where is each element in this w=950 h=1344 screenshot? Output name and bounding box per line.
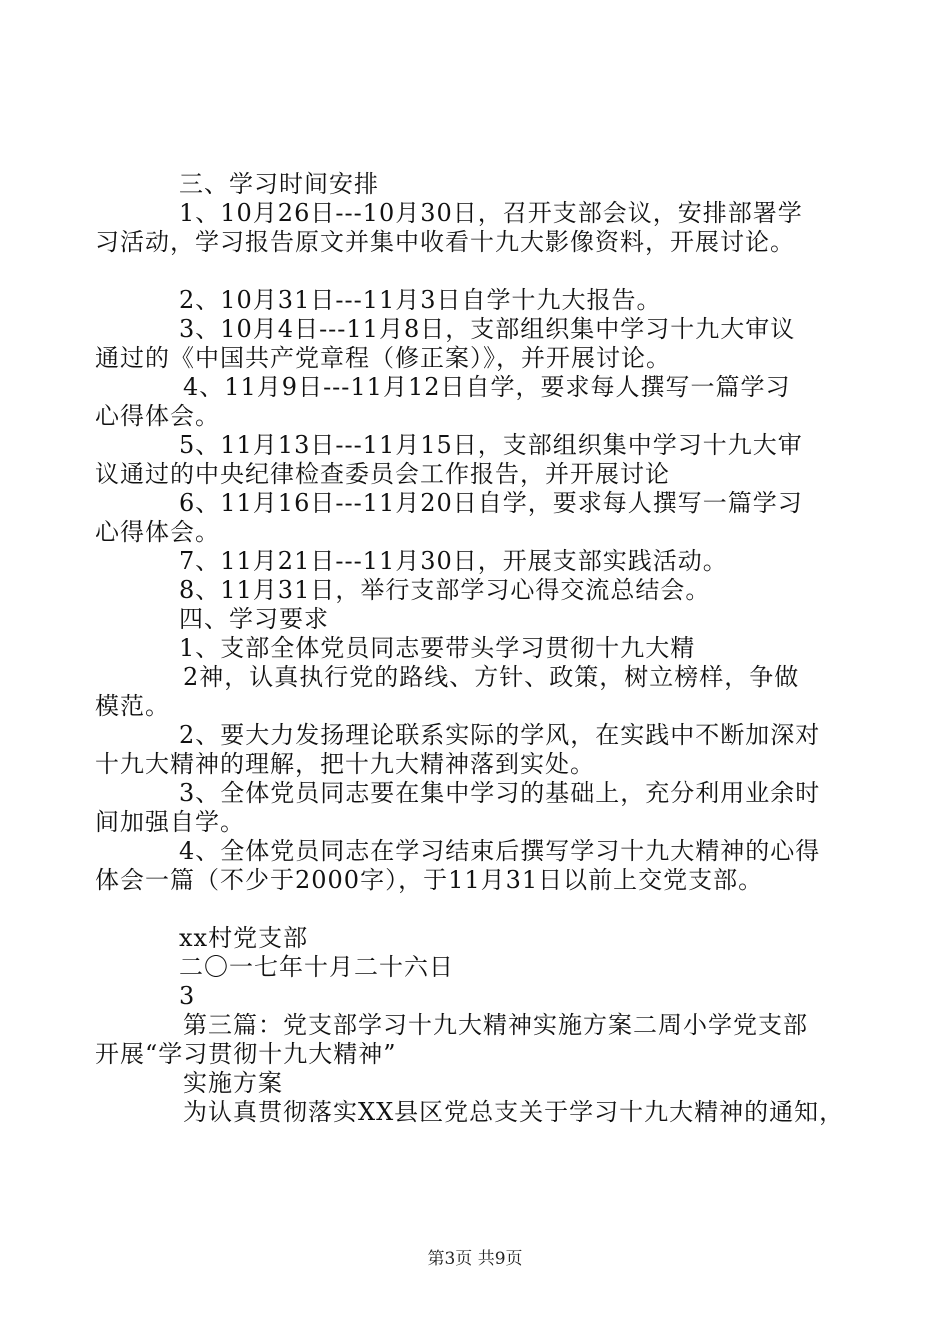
paragraph-line: 3、全体党员同志要在集中学习的基础上，充分利用业余时 <box>179 779 821 807</box>
page-footer: 第3页 共9页 <box>427 1249 523 1269</box>
paragraph-line: 间加强自学。 <box>95 808 245 836</box>
signature-organization: xx村党支部 <box>179 924 309 952</box>
paragraph-line: 模范。 <box>95 692 170 720</box>
paragraph-line: 通过的《中国共产党章程（修正案）》，并开展讨论。 <box>95 344 671 372</box>
paragraph-line: 议通过的中央纪律检查委员会工作报告，并开展讨论 <box>95 460 670 488</box>
blank-line <box>95 895 855 924</box>
paragraph-line: 体会一篇（不少于2000字），于11月31日以前上交党支部。 <box>95 866 764 894</box>
chapter-heading-line: 第三篇：党支部学习十九大精神实施方案二周小学党支部 <box>183 1011 808 1039</box>
paragraph-line: 2神，认真执行党的路线、方针、政策，树立榜样，争做 <box>183 663 800 691</box>
paragraph-line: 心得体会。 <box>95 518 220 546</box>
paragraph-line: 5、11月13日---11月15日，支部组织集中学习十九大审 <box>179 431 803 459</box>
paragraph-line: 十九大精神的理解，把十九大精神落到实处。 <box>95 750 595 778</box>
paragraph-line: 为认真贯彻落实XX县区党总支关于学习十九大精神的通知， <box>183 1098 845 1126</box>
page-marker: 3 <box>179 982 196 1010</box>
signature-date: 二〇一七年十月二十六日 <box>179 953 454 981</box>
paragraph-line: 4、全体党员同志在学习结束后撰写学习十九大精神的心得 <box>179 837 821 865</box>
paragraph-line: 3、10月4日---11月8日，支部组织集中学习十九大审议 <box>179 315 796 343</box>
paragraph-line: 8、11月31日，举行支部学习心得交流总结会。 <box>179 576 711 604</box>
section-heading-schedule: 三、学习时间安排 <box>179 170 379 198</box>
document-body <box>95 170 855 1127</box>
paragraph-line: 1、10月26日---10月30日，召开支部会议，安排部署学 <box>179 199 803 227</box>
chapter-subtitle: 实施方案 <box>183 1069 283 1097</box>
blank-line <box>95 257 855 286</box>
paragraph-line: 心得体会。 <box>95 402 220 430</box>
paragraph-line: 习活动，学习报告原文并集中收看十九大影像资料，开展讨论。 <box>95 228 795 256</box>
section-heading-requirements: 四、学习要求 <box>179 605 329 633</box>
paragraph-line: 1、支部全体党员同志要带头学习贯彻十九大精 <box>179 634 696 662</box>
paragraph-line: 4、11月9日---11月12日自学，要求每人撰写一篇学习 <box>183 373 791 401</box>
paragraph-line: 2、要大力发扬理论联系实际的学风，在实践中不断加深对 <box>179 721 821 749</box>
chapter-heading-line: 开展“学习贯彻十九大精神” <box>95 1040 397 1068</box>
paragraph-line: 2、10月31日---11月3日自学十九大报告。 <box>179 286 662 314</box>
paragraph-line: 7、11月21日---11月30日，开展支部实践活动。 <box>179 547 728 575</box>
paragraph-line: 6、11月16日---11月20日自学，要求每人撰写一篇学习 <box>179 489 803 517</box>
